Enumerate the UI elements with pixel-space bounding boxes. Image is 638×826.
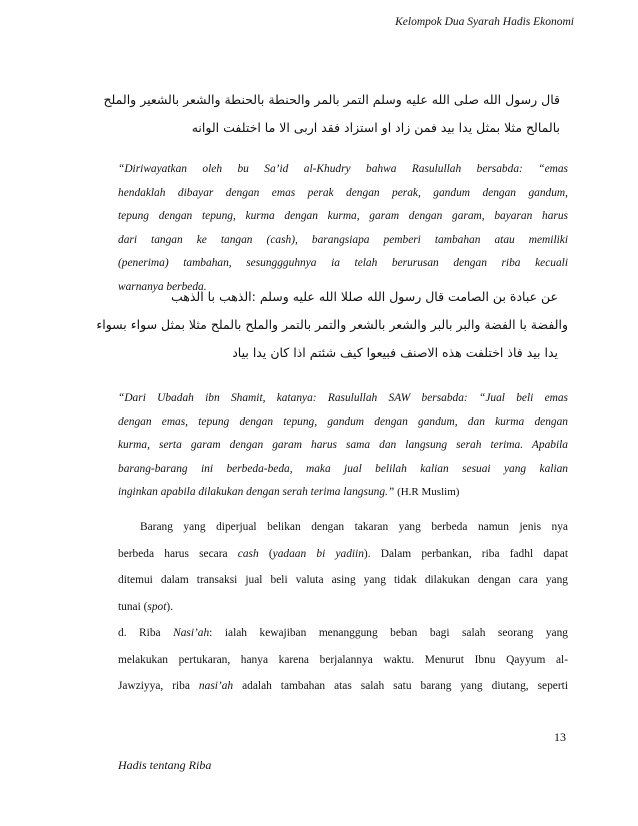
translation-line: dengan emas, tepung dengan tepung, gandum dengan gandum, dan kurma dengan <box>118 415 568 428</box>
text-run: : ialah kewajiban menanggung beban bagi salah seorang yang <box>209 627 568 639</box>
body-line <box>118 541 568 568</box>
body-line <box>118 594 568 621</box>
text-run: d. Riba <box>118 627 174 639</box>
italic-term: spot <box>147 600 167 613</box>
translation-line <box>118 481 568 505</box>
translation-line: “Diriwayatkan oleh bu Sa’id al-Khudry bahwa Rasulullah bersabda: “emas <box>118 163 568 175</box>
text-run: Jawziyya, riba <box>118 680 199 692</box>
italic-term: yadaan bi yadiin <box>272 547 364 560</box>
text-run: adalah tambahan atas salah satu barang yang diutang, seperti <box>233 680 568 692</box>
text-run: berbeda harus secara <box>118 547 238 560</box>
hadith2-arabic-line-1: عن عبادة بن الصامت قال رسول الله صللا الله عليه وسلم :الذهب با الذهب <box>171 289 558 304</box>
translation-line: (penerima) tambahan, sesunggguhnya ia telah berurusan dengan riba kecuali <box>118 257 568 269</box>
text-run: ( <box>258 547 273 560</box>
body-text <box>118 514 568 700</box>
hadith2-translation <box>118 387 568 505</box>
text-run: ). <box>166 600 174 613</box>
hadith1-arabic-line-2: بالمالح مثلا بمثل يدا بيد فمن زاد او استزاد فقد اربى الا ما اختلفت الوانه <box>191 120 560 135</box>
body-line: ditemui dalam transaksi jual beli valuta asing yang tidak dilakukan dengan cara yang <box>118 574 568 586</box>
body-line: melakukan pertukaran, hanya karena berjalannya waktu. Menurut Ibnu Qayyum al- <box>118 653 568 666</box>
body-line <box>118 620 568 647</box>
translation-line: kurma, serta garam dengan garam harus sama dan langsung serah terima. Apabila <box>118 439 568 451</box>
hadith-reference: (H.R Muslim) <box>397 486 460 498</box>
hadith1-arabic-line-1: قال رسول الله صلى الله عليه وسلم التمر بالمر والحنطة بالحنطة والشعر بالشعير والملح <box>103 92 560 107</box>
italic-term: nasi’ah <box>198 680 234 692</box>
translation-line: “Dari Ubadah ibn Shamit, katanya: Rasulullah SAW bersabda: “Jual beli emas <box>118 392 568 404</box>
translation-line: warnanya berbeda. <box>118 280 207 293</box>
translation-line: dari tangan ke tangan (cash), barangsiapa pemberi tambahan atau memiliki <box>118 233 568 246</box>
hadith2-arabic-line-3: يدا بيد فاذ اختلفت هذه الاصنف فبيعوا كيف شئتم اذا كان يدا بياد <box>232 345 558 360</box>
translation-line: hendaklah dibayar dengan emas perak dengan perak, gandum dengan gandum, <box>118 186 568 199</box>
hadith2-arabic-line-2: والفضة با الفضة والبر بالبر والشعر بالشعر والتمر بالتمر والملح بالملح مثلا بمثل سواء بسواء <box>96 317 568 332</box>
page-number: 13 <box>554 730 566 744</box>
italic-term: Nasi’ah <box>173 627 210 639</box>
translation-text: inginkan apabila dilakukan dengan serah terima langsung.” <box>118 486 395 498</box>
translation-line: barang-barang ini berbeda-beda, maka jual belilah kalian sesuai yang kalian <box>118 462 568 475</box>
running-header: Kelompok Dua Syarah Hadis Ekonomi <box>395 16 574 28</box>
text-run: ). Dalam perbankan, riba fadhl dapat <box>363 547 568 560</box>
body-line <box>118 673 568 700</box>
hadith1-translation <box>118 158 568 299</box>
body-line: Barang yang diperjual belikan dengan takaran yang berbeda namun jenis nya <box>140 521 568 533</box>
italic-term: cash <box>237 547 259 560</box>
translation-line: tepung dengan tepung, kurma dengan kurma, garam dengan garam, bayaran harus <box>118 210 568 222</box>
text-run: tunai ( <box>118 600 148 613</box>
running-footer: Hadis tentang Riba <box>118 758 212 772</box>
